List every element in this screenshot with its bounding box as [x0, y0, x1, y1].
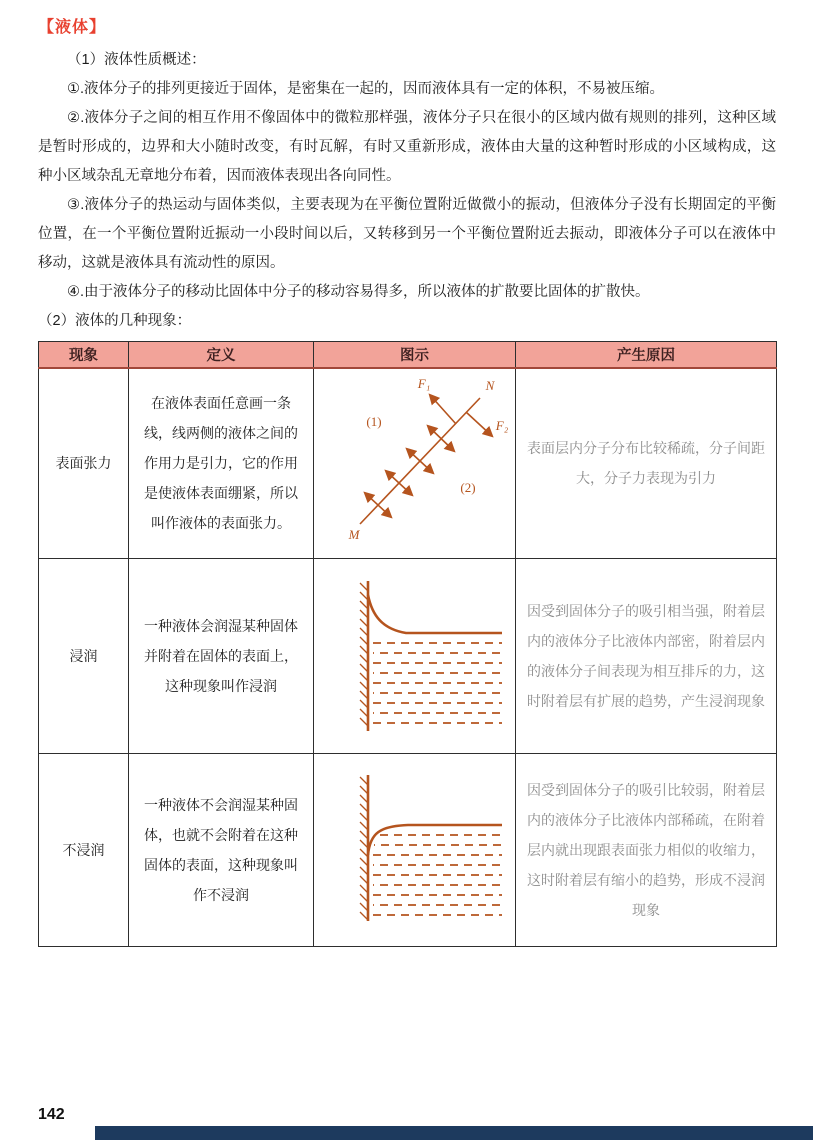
paragraph-4: ④.由于液体分子的移动比固体中分子的移动容易得多，所以液体的扩散要比固体的扩散快。 [67, 284, 650, 300]
table-header-row [39, 342, 777, 369]
non-wetting-diagram [316, 769, 516, 931]
definition-cell: 在液体表面任意画一条线，线两侧的液体之间的作用力是引力，它的作用是使液体表面绷紧，所以叫作液体的表面张力。 [129, 368, 314, 558]
f1-label: F₁ [417, 376, 431, 392]
paragraph-2: ②.液体分子之间的相互作用不像固体中的微粒那样强，液体分子只在很小的区域内做有规则的排列，这种区域是暂时形成的，边界和大小随时改变，有时瓦解，有时又重新形成，液体由大量的这种暂时形成的小区域构成，这种小区域杂乱无章地分布着，因而液体表现出各向同性。 [38, 110, 776, 184]
page-title: 【液体】 [38, 19, 107, 36]
phenomenon-cell: 表面张力 [39, 368, 129, 558]
phenomenon-cell: 不浸润 [39, 753, 129, 946]
paragraph-1: ①.液体分子的排列更接近于固体，是密集在一起的，因而液体具有一定的体积，不易被压缩。 [67, 81, 665, 97]
side2-label: (2) [460, 480, 476, 496]
header-illustration: 图示 [314, 342, 516, 369]
table-row-surface-tension [39, 368, 777, 558]
phenomenon-cell: 浸润 [39, 558, 129, 753]
phenomena-table [38, 341, 777, 947]
surface-tension-diagram [316, 374, 516, 552]
table-row-non-wetting [39, 753, 777, 946]
header-definition: 定义 [129, 342, 314, 369]
page-number: 142 [38, 1106, 65, 1123]
liquid-dashes [373, 835, 502, 915]
reason-cell: 因受到固体分子的吸引相当强，附着层内的液体分子比液体内部密，附着层内的液体分子间表现为相互排斥的力，这时附着层有扩展的趋势，产生浸润现象 [516, 558, 777, 753]
concave-meniscus-line [368, 595, 502, 633]
header-phenomenon: 现象 [39, 342, 129, 369]
section-heading-2: （2）液体的几种现象： [38, 313, 192, 329]
header-cause: 产生原因 [516, 342, 777, 369]
liquid-dashes [373, 643, 502, 723]
wetting-diagram [316, 575, 516, 737]
definition-cell: 一种液体不会润湿某种固体，也就不会附着在这种固体的表面，这种现象叫作不浸润 [129, 753, 314, 946]
definition-cell: 一种液体会润湿某种固体并附着在固体的表面上，这种现象叫作浸润 [129, 558, 314, 753]
reason-cell: 因受到固体分子的吸引比较弱，附着层内的液体分子比液体内部稀疏，在附着层内就出现跟表面张力相似的收缩力，这时附着层有缩小的趋势，形成不浸润现象 [516, 753, 777, 946]
side1-label: (1) [366, 414, 382, 430]
paragraph-3: ③.液体分子的热运动与固体类似，主要表现为在平衡位置附近做微小的振动，但液体分子没有长期固定的平衡位置，在一个平衡位置附近振动一小段时间以后，又转移到另一个平衡位置附近去振动，即液体分子可以在液体中移动，这就是液体具有流动性的原因。 [38, 197, 776, 271]
m-label: M [348, 527, 360, 543]
f2-label: F₂ [495, 418, 509, 434]
table-row-wetting [39, 558, 777, 753]
diagram-cell [314, 753, 516, 946]
diagram-cell [314, 368, 516, 558]
diagram-cell [314, 558, 516, 753]
convex-meniscus-line [368, 825, 502, 855]
n-label: N [485, 378, 495, 394]
footer-bar [95, 1126, 813, 1140]
reason-cell: 表面层内分子分布比较稀疏，分子间距大，分子力表现为引力 [516, 368, 777, 558]
section-heading-1: （1）液体性质概述： [67, 52, 206, 68]
